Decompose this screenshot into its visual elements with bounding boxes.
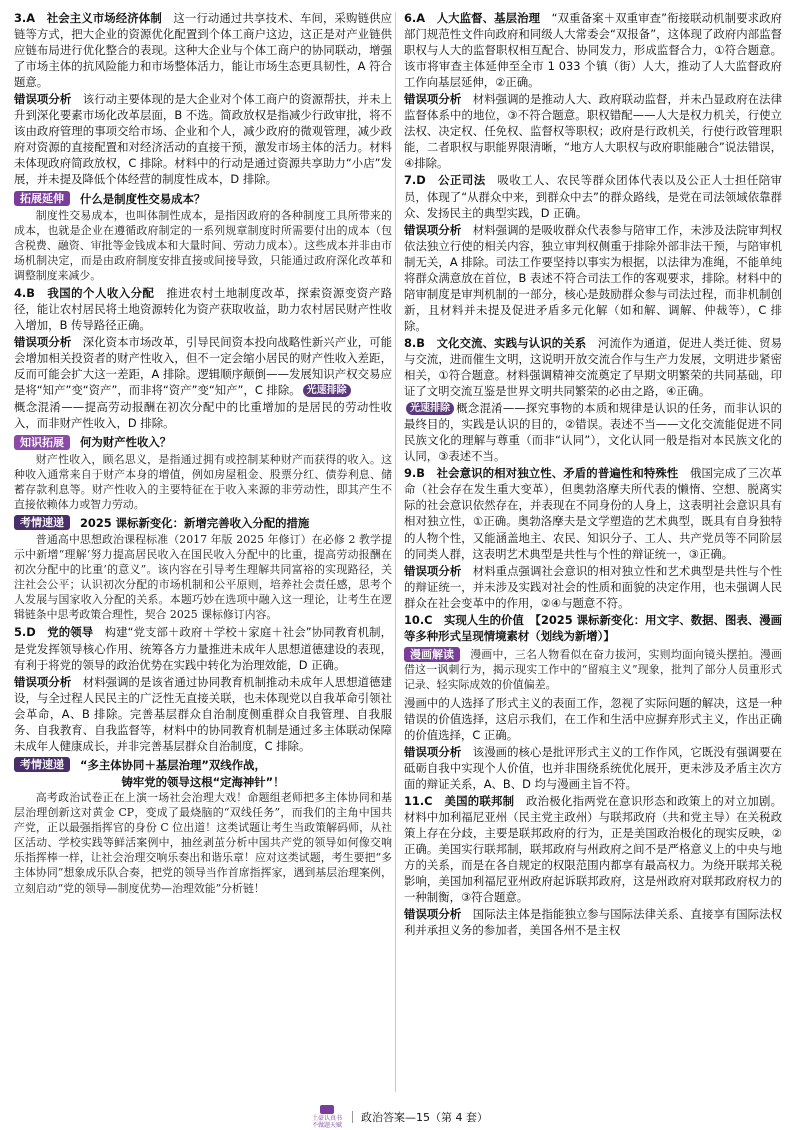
answer-3-errors: 错误项分析 该行动主要体现的是大企业对个体工商户的资源帮扶，并未上升到深化要素市场化改革层面，B 不选。简政放权是指减少行政审批，将不该由政府管理的事项交给市场、企业和个人，减少政府的微观管理，减少政府对资源的直接配置和对经济活动的直接干预，激发市场主体的活力。材料未体现政府简政放权，C 排除。材料中的行动是通过资源共享助力“小店”发展，并未提及降低个体经营的制度性成本，D 排除。	[14, 92, 392, 187]
answer-9: 9.B 社会意识的相对独立性、矛盾的普遍性和特殊性 俄国完成了三次革命（社会存在发生重大变革），但奥勃洛摩夫所代表的懒惰、空想、脱离实际的社会意识依然存在，并表现在不同身份的人身上，这表明社会意识具有相对独立性，①正确。奥勃洛摩夫是文学塑造的艺术典型，既具有自身独特的人物个性，又能涵盖地主、农民、知识分子、工人、共产党员等不同阶层的同类人群，这表明艺术典型是共性与个性的辩证统一，③正确。	[404, 466, 782, 561]
answer-4-concept: 概念混淆——提高劳动报酬在初次分配中的比重增加的是居民的劳动性收入，而非财产性收入，D 排除。	[14, 400, 392, 431]
cartoon-tag: 漫画解读	[404, 647, 460, 662]
exam-box-2: 考情速递 “多主体协同＋基层治理”双线作战， 铸牢党的领导这根“定海神针”！ 高考政治试卷正在上演一场社会治理大戏！命题组老师把多主体协同和基层治理创新这对黄金 CP，变成了最烧脑的“双线任务”，而我们的主角中国共产党，正以最强指挥官的身份 C 位出道！这类试题让考生当政策解码师，从社区活动、学校实践等鲜活案例中，抽丝剥茧分析中国共产党的领导如何像交响乐指挥棒一样，让社会治理交响乐奏出和谐乐章！应对这类试题，考生要把“多主体协同”想象成乐队合奏，把党的领导当作首席指挥家，遇到基层治理案例，立刻启动“党的领导—制度优势—治理效能”分析链！	[14, 757, 392, 895]
answer-11-errors: 错误项分析 国际法主体是指能独立参与国际法律关系、直接享有国际法权利并承担义务的参加者，美国各州不是主权	[404, 907, 782, 938]
answer-10-errors: 错误项分析 该漫画的核心是批评形式主义的工作作风，它既没有强调要在砥砺自我中实现个人价值，也并非围绕系统优化展开，更未涉及矛盾主次方面的辩证关系，A、B、D 均与漫画主旨不符。	[404, 744, 782, 791]
answer-8-concept: 光速排除 概念混淆——探究事物的本质和规律是认识的任务，而非认识的最终目的，实践是认识的目的，②错误。表述不当——文化交流能促进不同民族文化的理解与尊重（而非“认同”），文化认同一般是指对本民族文化的认同，③表述不当。	[404, 401, 782, 464]
extension-title: 什么是制度性交易成本？	[80, 191, 206, 206]
answer-6: 6.A 人大监督、基层治理 “双重备案＋双重审查”衔接联动机制要求政府部门规范性文件向政府和同级人大常委会“双报备”，这体现了政府内部监督职权与人大的监督职权相互配合、协同发力，形成监督合力，①符合题意。该市将审查主体延伸至全市 1 033 个镇（街）人大，推动了人大监督政府工作向基层延伸，②正确。	[404, 11, 782, 90]
answer-3-body: 这一行动通过共享技术、车间，采购链供应链等方式，把大企业的资源优化配置到个体工商户这边，这正是对产业链供应链布局进行优化整合的表现。这种大企业与个体工商户的协同联动，增强了市场主体的抗风险能力和市场整体活力，能让市场生态更具韧性，A 符合题意。	[14, 11, 392, 90]
answer-4: 4.B 我国的个人收入分配 推进农村土地制度改革，探索资源变资产路径，能让农村居民将土地资源转化为资产获取收益，助力农村居民财产性收入增加，B 传导路径正确。	[14, 286, 392, 333]
left-column	[14, 10, 392, 898]
knowledge-tag: 知识拓展	[14, 435, 70, 450]
fast-exclude-tag: 光速排除	[406, 402, 454, 415]
answer-5: 5.D 党的领导 构建“党支部＋政府＋学校＋家庭＋社会”协同教育机制，是党发挥领导核心作用、统筹各方力量推进未成年人思想道德建设的表现，有利于将党的领导的政治优势在实践中转化为治理效能，D 正确。	[14, 625, 392, 672]
answer-5-errors: 错误项分析 材料强调的是该省通过协同教育机制推动未成年人思想道德建设，与全过程人民民主的广泛性无直接关联，也未体现党以自我革命引领社会革命，A、B 排除。完善基层群众自治制度侧重群众自我管理、自我服务、自我教育、自我监督等，材料中的协同教育机制是通过多主体联动保障未成年人健康成长，并非完善基层群众自治制度，C 排除。	[14, 674, 392, 753]
publisher-logo: 土豪认真书 不做题天赋	[312, 1105, 342, 1129]
answer-7: 7.D 公正司法 吸收工人、农民等群众团体代表以及公正人士担任陪审员，体现了“从群众中来，到群众中去”的群众路线，是党在司法领域依靠群众、发扬民主的典型实践，D 正确。	[404, 173, 782, 220]
answer-4-errors: 错误项分析 深化资本市场改革，引导民间资本投向战略性新兴产业，可能会增加相关投资者的财产性收入，但不一定会缩小居民的财产性收入差距，反而可能会扩大这一差距，A 排除。逻辑顺序颠倒——发展知识产权交易应是将“知产”变“资产”，而非将“资产”变“知产”，C 排除。 光速排除	[14, 335, 392, 398]
right-column: 6.A 人大监督、基层治理 “双重备案＋双重审查”衔接联动机制要求政府部门规范性文件向政府和同级人大常委会“双报备”，这体现了政府内部监督职权与人大的监督职权相互配合、协同发力，形成监督合力，①符合题意。该市将审查主体延伸至全市 1 033 个镇（街）人大，推动了人大监督政府工作向基层延伸，②正确。 错误项分析 材料强调的是推动人大、政府联动监督，并未凸显政府在法律监督体系中的地位，③不符合题意。职权错配——人大是权力机关，行使立法权、决定权、任免权、监督权等职权；政府是行政机关，行使行政管理职能，二者职权与职能界限清晰，“地方人大职权与政府职能融合”说法错误，④排除。 7.D 公正司法 吸收工人、农民等群众团体代表以及公正人士担任陪审员，体现了“从群众中来，到群众中去”的群众路线，是党在司法领域依靠群众、发扬民主的典型实践，D 正确。 错误项分析 材料强调的是吸收群众代表参与陪审工作，未涉及法院审判权依法独立行使的相关内容，独立审判权侧重于排除外部非法干预，与陪审机制无关，A 排除。司法工作要坚持以事实为根据，以法律为准绳，不能单纯将群众满意放在首位，B 表述不符合司法工作的客观要求，排除。材料中的陪审制度是审判机制的一部分，核心是鼓励群众参与司法过程，而非机制创新，且材料并未提及促进矛盾多元化解（如和解、调解、仲裁等），C 排除。 8.B 文化交流、实践与认识的关系 河流作为通道，促进人类迁徙、贸易与交流，进而催生文明，这说明开放交流合作与生产力发展，文明进步紧密相关，①符合题意。材料强调精神交流奠定了早期文明繁荣的共同基础，印证了文明交流互鉴是世界文明共同繁荣的必由之路，④正确。 光速排除 概念混淆——探究事物的本质和规律是认识的任务，而非认识的最终目的，实践是认识的目的，②错误。表述不当——文化交流能促进不同民族文化的理解与尊重（而非“认同”），文化认同一般是指对本民族文化的认同，③表述不当。 9.B 社会意识的相对独立性、矛盾的普遍性和特殊性 俄国完成了三次革命（社会存在发生重大变革），但奥勃洛摩夫所代表的懒惰、空想、脱离实际的社会意识依然存在，并表现在不同身份的人身上，这表明社会意识具有相对独立性，①正确。奥勃洛摩夫是文学塑造的艺术典型，既具有自身独特的人物个性，又能涵盖地主、农民、知识分子、工人、共产党员等不同阶层的同类人群，这表明艺术典型是共性与个性的辩证统一，③正确。 错误项分析 材料重点强调社会意识的相对独立性和艺术典型是共性与个性的辩证统一，并未涉及实践对社会的性质和面貌的决定作用，也未强调人民群众在社会变革中的作用，②④与题意不符。 10.C 实现人生的价值 【2025 课标新变化：用文字、数据、图表、漫画等多种形式呈现情境素材（划线为新增）】 漫画解读 漫画中，三名人物看似在奋力拔河，实则均面向镜头摆拍。漫画借这一讽刺行为，揭示现实工作中的“留痕主义”现象，批判了部分人员重形式记录、轻实际成效的价值偏差。 漫画中的人选择了形式主义的表面工作，忽视了实际问题的解决，这是一种错误的价值选择，这启示我们，在工作和生活中应摒弃形式主义，作出正确的价值选择，C 正确。 错误项分析 该漫画的核心是批评形式主义的工作作风，它既没有强调要在砥砺自我中实现个人价值，也并非围绕系统优化展开，更未涉及矛盾主次方面的辩证关系，A、B、D 均与漫画主旨不符。 11.C 美国的联邦制 政治极化指两党在意识形态和政策上的对立加剧。材料中加利福尼亚州（民主党主政州）与联邦政府（共和党主导）在关税政策上存在分歧，主要是联邦政府的行为，正是美国政治极化的现实反映，②正确。美国实行联邦制，联邦政府与州政府之间不是严格意义上的中央与地方的关系，而是在各自规定的权限范围内都享有最高权力。为绕开联邦关税影响，美国加利福尼亚州政府起诉联邦政府，这是州政府对联邦政府权力的一种制衡，③符合题意。 错误项分析 国际法主体是指能独立参与国际法律关系、直接享有国际法权利并承担义务的参加者，美国各州不是主权	[404, 11, 782, 938]
page-number: 政治答案—15（第 4 套）	[361, 1111, 488, 1124]
answer-3-head: 3.A 社会主义市场经济体制	[14, 11, 174, 25]
answer-9-errors: 错误项分析 材料重点强调社会意识的相对独立性和艺术典型是共性与个性的辩证统一，并未涉及实践对社会的性质和面貌的决定作用，也未强调人民群众在社会变革中的作用，②④与题意不符。	[404, 563, 782, 610]
answer-11: 11.C 美国的联邦制 政治极化指两党在意识形态和政策上的对立加剧。材料中加利福尼亚州（民主党主政州）与联邦政府（共和党主导）在关税政策上存在分歧，主要是联邦政府的行为，正是美国政治极化的现实反映，②正确。美国实行联邦制，联邦政府与州政府之间不是严格意义上的中央与地方的关系，而是在各自规定的权限范围内都享有最高权力。为绕开联邦关税影响，美国加利福尼亚州政府起诉联邦政府，这是州政府对联邦政府权力的一种制衡，③符合题意。	[404, 793, 782, 905]
answer-7-errors: 错误项分析 材料强调的是吸收群众代表参与陪审工作，未涉及法院审判权依法独立行使的相关内容，独立审判权侧重于排除外部非法干预，与陪审机制无关，A 排除。司法工作要坚持以事实为根据，以法律为准绳，不能单纯将群众满意放在首位，B 表述不符合司法工作的客观要求，排除。材料中的陪审制度是审判机制的一部分，核心是鼓励群众参与司法过程，而非机制创新，且材料并未提及促进矛盾多元化解（如和解、调解、仲裁等），C 排除。	[404, 222, 782, 333]
exam-tag: 考情速递	[14, 515, 70, 530]
footer-divider	[352, 1111, 353, 1123]
cartoon-box: 漫画解读 漫画中，三名人物看似在奋力拔河，实则均面向镜头摆拍。漫画借这一讽刺行为，揭示现实工作中的“留痕主义”现象，批判了部分人员重形式记录、轻实际成效的价值偏差。	[404, 647, 782, 692]
error-analysis-label: 错误项分析	[14, 92, 83, 107]
answer-3	[14, 10, 392, 90]
logo-icon	[320, 1105, 334, 1114]
page-footer	[0, 1108, 800, 1129]
column-divider	[395, 12, 396, 1092]
fast-exclude-tag: 光速排除	[303, 384, 351, 397]
extension-tag: 拓展延伸	[14, 191, 70, 206]
answer-6-errors: 错误项分析 材料强调的是推动人大、政府联动监督，并未凸显政府在法律监督体系中的地位，③不符合题意。职权错配——人大是权力机关，行使立法权、决定权、任免权、监督权等职权；政府是行政机关，行使行政管理职能，二者职权与职能界限清晰，“地方人大职权与政府职能融合”说法错误，④排除。	[404, 92, 782, 171]
exam-box-1: 考情速递 2025 课标新变化：新增完善收入分配的措施 普通高中思想政治课程标准（2017 年版 2025 年修订）在必修 2 教学提示中新增“理解‘努力提高居民收入在国民收入分配中的比重，提高劳动报酬在初次分配中的比重’的意义”。该内容在引导考生理解共同富裕的实现路径，关注社会公平；认识初次分配的市场机制和公平原则，培养社会责任感，思考个人发展与国家收入分配的关系。本题巧妙在选项中融入这一理论，让考生在逻辑链条中思考政策合理性，契合 2025 课标修订内容。	[14, 515, 392, 622]
knowledge-box: 知识拓展 何为财产性收入？ 财产性收入，顾名思义，是指通过拥有或控制某种财产而获得的收入。这种收入通常来自于财产本身的增值，例如房屋租金、股票分红、债券利息、储蓄存款利息等。财产性收入的主要特征在于收入来源的非劳动性，即其产生不直接依赖体力或智力劳动。	[14, 435, 392, 511]
extension-body: 制度性交易成本，也叫体制性成本，是指因政府的各种制度工具所带来的成本，也就是企业在遵循政府制定的一系列规章制度时所需要付出的成本（包含税费、融资、审批等金钱成本和大量时间、劳动力成本）。这些成本并非由市场机制决定，而是由政府制度安排直接或间接导致，只能通过政府深化改革和调整制度来减少。	[14, 208, 392, 282]
answer-10: 10.C 实现人生的价值 【2025 课标新变化：用文字、数据、图表、漫画等多种形式呈现情境素材（划线为新增）】	[404, 612, 782, 643]
answer-8: 8.B 文化交流、实践与认识的关系 河流作为通道，促进人类迁徙、贸易与交流，进而催生文明，这说明开放交流合作与生产力发展，文明进步紧密相关，①符合题意。材料强调精神交流奠定了早期文明繁荣的共同基础，印证了文明交流互鉴是世界文明共同繁荣的必由之路，④正确。	[404, 335, 782, 399]
extension-box-1	[14, 191, 392, 284]
